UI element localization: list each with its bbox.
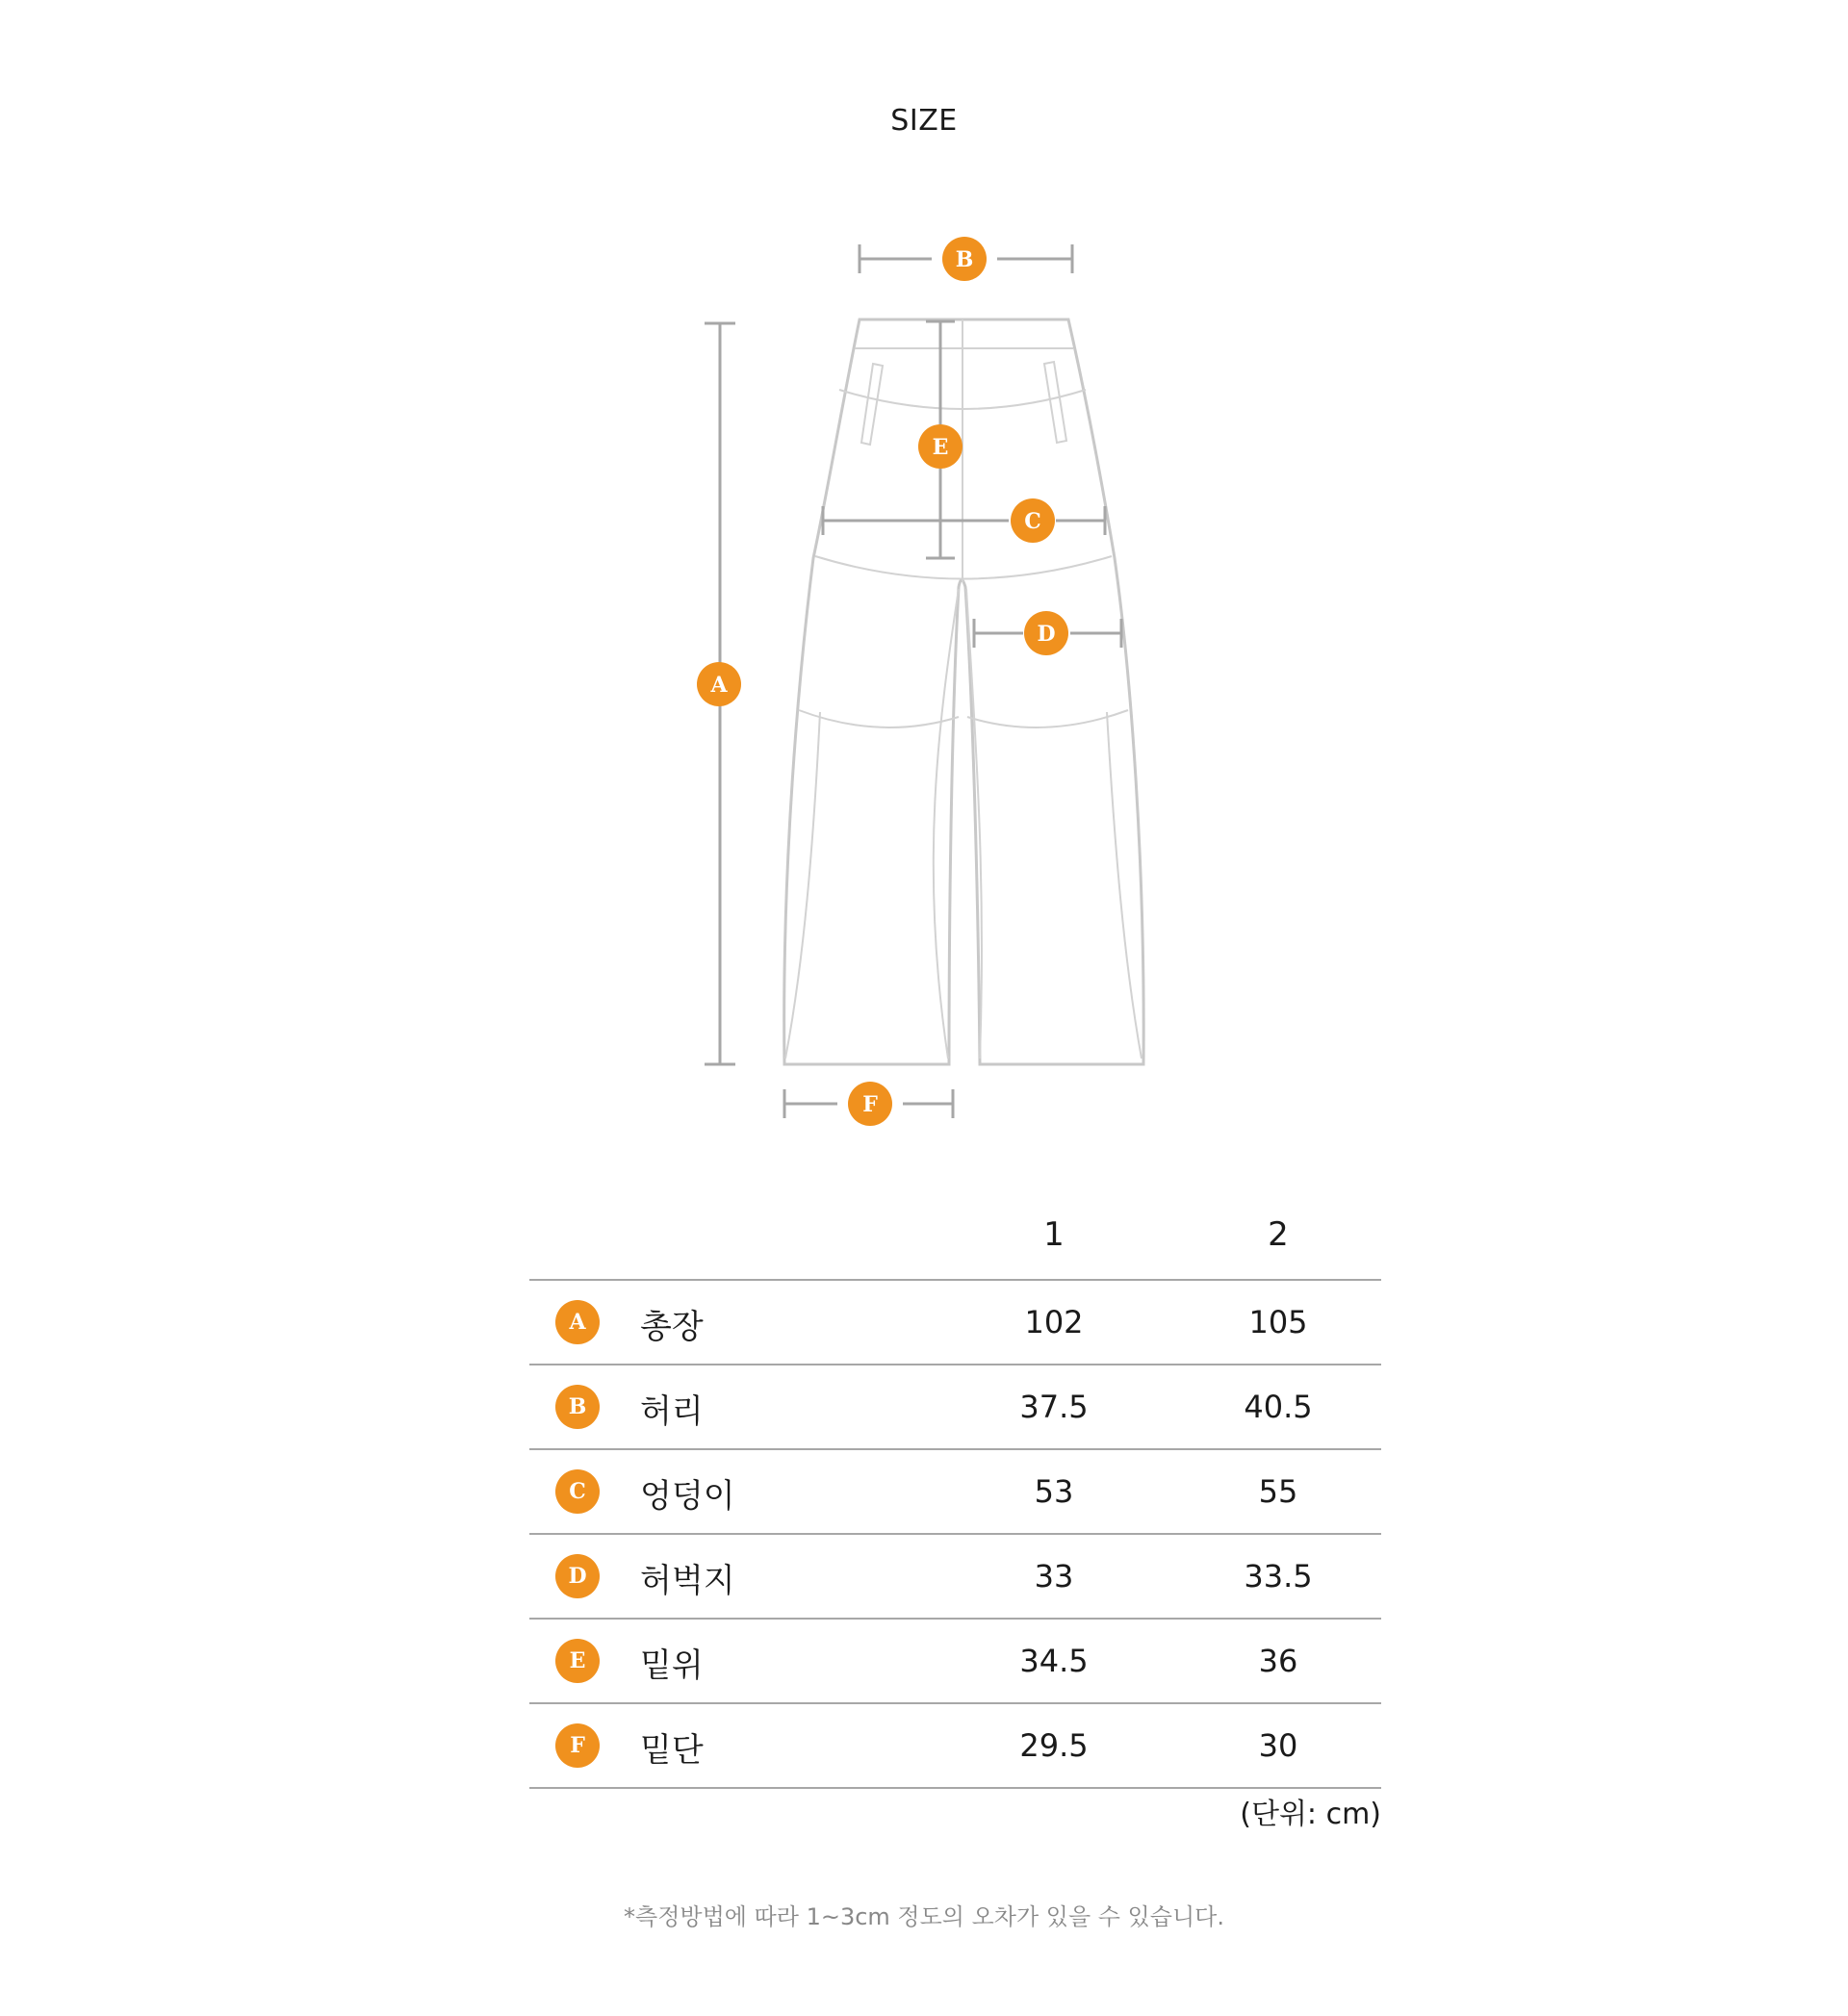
row-label: 허리 xyxy=(640,1392,704,1431)
svg-text:A: A xyxy=(710,673,728,698)
row-marker-badge: B xyxy=(555,1385,600,1429)
marker-f xyxy=(848,1082,892,1126)
table-row xyxy=(529,1279,1381,1364)
row-marker-badge: E xyxy=(555,1639,600,1683)
table-header xyxy=(529,1208,1381,1279)
row-value-size-2: 30 xyxy=(1258,1727,1298,1764)
svg-text:D: D xyxy=(1037,622,1056,647)
table-row xyxy=(529,1448,1381,1533)
row-value-size-1: 33 xyxy=(1034,1558,1074,1595)
column-header-size-2: 2 xyxy=(1268,1215,1289,1254)
measure-lines xyxy=(705,244,1121,1118)
row-marker-badge: D xyxy=(555,1554,600,1598)
svg-text:C: C xyxy=(1024,509,1041,534)
row-value-size-1: 102 xyxy=(1024,1304,1084,1340)
table-row xyxy=(529,1702,1381,1789)
row-value-size-1: 34.5 xyxy=(1019,1643,1089,1679)
row-value-size-2: 33.5 xyxy=(1244,1558,1313,1595)
row-value-size-2: 36 xyxy=(1258,1643,1298,1679)
row-marker-badge: A xyxy=(555,1300,600,1344)
column-header-size-1: 1 xyxy=(1043,1215,1065,1254)
row-value-size-2: 55 xyxy=(1258,1473,1298,1510)
row-value-size-2: 105 xyxy=(1248,1304,1308,1340)
marker-b xyxy=(942,237,987,281)
page-title: SIZE xyxy=(890,104,958,138)
svg-text:E: E xyxy=(932,435,949,460)
table-row xyxy=(529,1618,1381,1702)
row-label: 밑단 xyxy=(640,1731,704,1770)
table-row xyxy=(529,1533,1381,1618)
marker-e xyxy=(918,424,962,469)
measurement-note: *측정방법에 따라 1~3cm 정도의 오차가 있을 수 있습니다. xyxy=(624,1903,1224,1930)
row-marker-badge: F xyxy=(555,1723,600,1768)
marker-c xyxy=(1011,498,1055,543)
row-marker-badge: C xyxy=(555,1469,600,1514)
row-label: 허벅지 xyxy=(640,1562,735,1600)
row-value-size-2: 40.5 xyxy=(1244,1389,1313,1425)
pants-outline xyxy=(784,319,1144,1064)
table-row xyxy=(529,1364,1381,1448)
marker-d xyxy=(1024,611,1068,655)
row-label: 총장 xyxy=(640,1308,704,1346)
row-label: 엉덩이 xyxy=(640,1477,735,1516)
marker-a xyxy=(697,662,741,706)
row-value-size-1: 37.5 xyxy=(1019,1389,1089,1425)
svg-text:F: F xyxy=(862,1092,878,1117)
row-value-size-1: 53 xyxy=(1034,1473,1074,1510)
row-value-size-1: 29.5 xyxy=(1019,1727,1089,1764)
size-table xyxy=(529,1208,1381,1789)
row-label: 밑위 xyxy=(640,1646,704,1685)
svg-text:B: B xyxy=(955,247,974,272)
unit-label: (단위: cm) xyxy=(1240,1798,1381,1831)
